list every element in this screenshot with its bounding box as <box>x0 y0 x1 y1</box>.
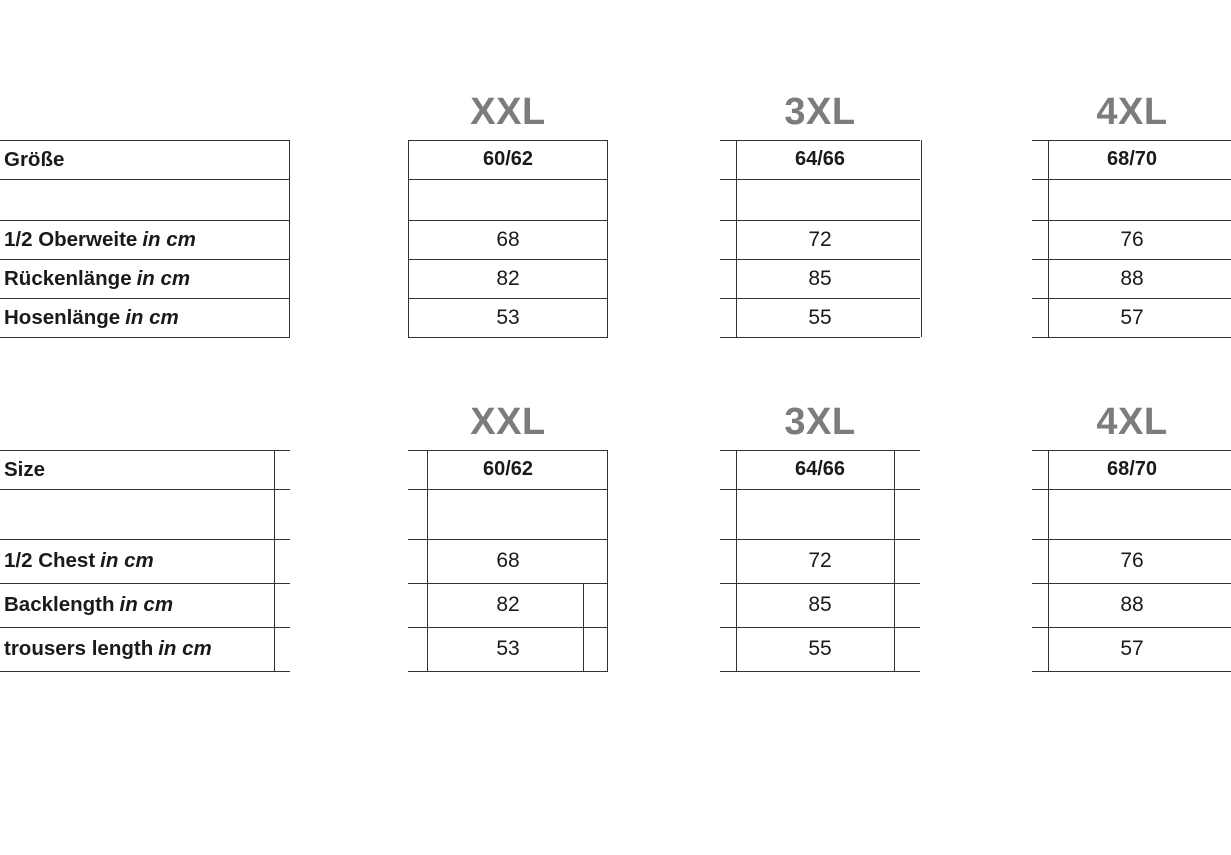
rule-vertical <box>607 140 608 337</box>
rule <box>1032 671 1231 672</box>
row-value: 57 <box>1120 637 1144 660</box>
row-value: 72 <box>808 227 832 251</box>
rule <box>408 671 608 672</box>
rule-vertical <box>921 140 922 337</box>
rule-vertical <box>607 450 608 671</box>
table-row <box>0 298 1231 337</box>
row-value: 76 <box>1120 549 1144 572</box>
rule-vertical <box>894 450 895 671</box>
row-value: 55 <box>808 637 832 660</box>
size-header-3xl: 3XL <box>784 401 856 443</box>
row-value: 60/62 <box>482 148 534 170</box>
row-value: 76 <box>1120 227 1144 251</box>
row-value: 85 <box>808 266 832 290</box>
row-label-text: 1/2 Oberweite <box>4 227 138 251</box>
row-value: 64/66 <box>794 458 846 480</box>
table-row <box>0 583 1231 627</box>
rule-vertical <box>736 140 737 337</box>
row-label-unit: in cm <box>158 637 212 660</box>
row-value: 82 <box>496 266 520 290</box>
row-value: 88 <box>1120 593 1144 616</box>
rule-vertical <box>289 140 290 337</box>
row-value: 72 <box>808 549 832 572</box>
row-label <box>0 627 280 671</box>
row-value: 85 <box>808 593 832 616</box>
size-header-4xl: 4XL <box>1096 401 1168 443</box>
table-row <box>0 259 1231 298</box>
size-table-english <box>0 398 1231 671</box>
rule-vertical <box>583 583 584 671</box>
row-label-text: Rückenlänge <box>4 266 132 290</box>
table-body <box>0 450 1231 671</box>
row-label-text: Hosenlänge <box>4 305 121 329</box>
rule-vertical <box>736 450 737 671</box>
rule <box>408 337 608 338</box>
row-label-text: 1/2 Chest <box>4 549 96 572</box>
size-table-german <box>0 88 1231 337</box>
row-label <box>0 583 280 627</box>
rule <box>1032 337 1231 338</box>
rule-vertical <box>408 140 409 337</box>
row-label-unit: in cm <box>125 305 179 329</box>
size-header-xxl: XXL <box>470 91 546 133</box>
table-row-spacer <box>0 489 1231 539</box>
rule <box>0 337 290 338</box>
row-label-unit: in cm <box>136 266 191 290</box>
row-label-unit: in cm <box>142 227 196 251</box>
row-value: 53 <box>496 305 520 329</box>
row-value: 60/62 <box>482 458 534 480</box>
row-value: 68/70 <box>1106 458 1158 480</box>
row-label <box>0 220 280 259</box>
rule-vertical <box>274 450 275 671</box>
table-row <box>0 140 1231 179</box>
rule-vertical <box>427 450 428 671</box>
row-value: 88 <box>1120 266 1144 290</box>
table-row-spacer <box>0 179 1231 220</box>
size-header-row <box>0 398 1231 450</box>
row-label: Größe <box>4 147 65 171</box>
row-label <box>0 259 280 298</box>
rule <box>720 337 920 338</box>
row-value: 64/66 <box>794 148 846 170</box>
row-label <box>0 298 280 337</box>
size-header-row <box>0 88 1231 140</box>
row-label-text: trousers length <box>4 637 154 660</box>
row-value: 68 <box>496 227 520 251</box>
table-body <box>0 140 1231 337</box>
row-value: 53 <box>496 637 520 660</box>
row-value: 68/70 <box>1106 148 1158 170</box>
row-label-text: Backlength <box>4 593 115 616</box>
row-label <box>0 539 280 583</box>
rule-vertical <box>1048 140 1049 337</box>
table-row <box>0 220 1231 259</box>
size-header-xxl: XXL <box>470 401 546 443</box>
rule-vertical <box>1048 450 1049 671</box>
row-value: 55 <box>808 305 832 329</box>
row-value: 82 <box>496 593 520 616</box>
table-row <box>0 539 1231 583</box>
table-row <box>0 627 1231 671</box>
row-value: 57 <box>1120 305 1144 329</box>
row-label-unit: in cm <box>119 593 174 616</box>
row-value: 68 <box>496 549 520 572</box>
size-header-4xl: 4XL <box>1096 91 1168 133</box>
row-label-unit: in cm <box>100 549 154 572</box>
rule <box>720 671 920 672</box>
rule <box>0 671 290 672</box>
row-label: Size <box>4 457 46 481</box>
size-header-3xl: 3XL <box>784 91 856 133</box>
table-row <box>0 450 1231 489</box>
